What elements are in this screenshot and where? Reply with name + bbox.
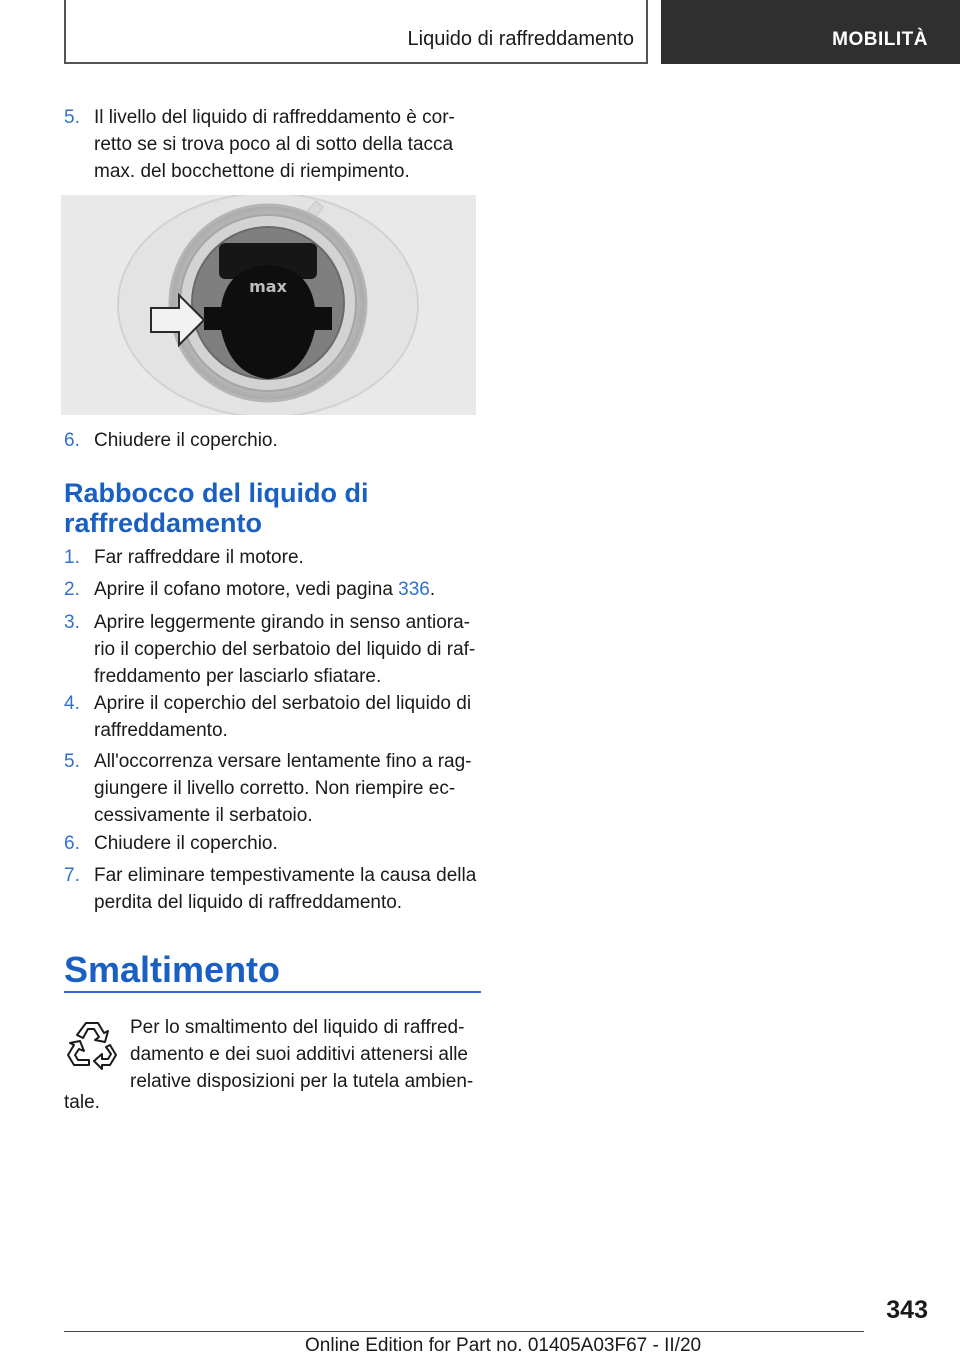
list-item <box>64 576 480 603</box>
step-text: Chiudere il coperchio. <box>94 833 278 854</box>
list-item <box>64 748 480 829</box>
step-text-after: . <box>429 579 436 600</box>
header-title-box <box>64 0 648 64</box>
step-number: 3. <box>64 612 80 633</box>
disposal-note-tail: tale. <box>64 1092 100 1113</box>
cap-max-label: max <box>249 277 287 296</box>
step-text <box>94 576 480 603</box>
disposal-heading: Smaltimento <box>64 949 281 990</box>
list-item <box>64 690 480 744</box>
step-text: Il livello del liquido di raffreddamento è cor- retto se si trova poco al di sotto della tacca max. del bocchettone di riempimento. <box>94 107 455 182</box>
recycle-icon <box>66 1018 118 1070</box>
step-number: 6. <box>64 833 80 854</box>
list-item <box>64 830 480 857</box>
step-text: Far eliminare tempestivamente la causa della perdita del liquido di raffreddamento. <box>94 865 477 913</box>
step-number: 7. <box>64 865 80 886</box>
list-item <box>64 104 480 185</box>
coolant-cap-illustration <box>61 195 476 415</box>
page-number: 343 <box>886 1296 928 1324</box>
step-text: Chiudere il coperchio. <box>94 430 278 451</box>
list-item <box>64 427 480 454</box>
edition-text: Online Edition for Part no. 01405A03F67 - II/20 <box>305 1335 702 1356</box>
page-link[interactable]: 336 <box>398 579 430 600</box>
step-number: 6. <box>64 430 80 451</box>
list-item <box>64 544 480 571</box>
step-text-before: Aprire il cofano motore, vedi pagina <box>94 579 399 600</box>
header-section-tab <box>661 0 960 64</box>
step-number: 2. <box>64 579 80 600</box>
list-item <box>64 609 480 690</box>
chapter-title: Liquido di raffreddamento <box>407 28 634 50</box>
step-number: 1. <box>64 547 80 568</box>
refill-heading: Rabbocco del liquido di raffreddamento <box>64 478 369 538</box>
footer-rule <box>64 1331 864 1332</box>
step-text: All'occorrenza versare lentamente fino a rag- giungere il livello corretto. Non riempire ec- cessivamente il serbatoio. <box>94 751 472 826</box>
disposal-note: Per lo smaltimento del liquido di raffred- damento e dei suoi additivi attenersi alle relative disposizioni per la tutela ambien- <box>130 1017 474 1092</box>
list-item <box>64 862 480 916</box>
step-text: Aprire leggermente girando in senso antiora- rio il coperchio del serbatoio del liquido di raf- freddamento per lasciarlo sfiatare. <box>94 612 476 687</box>
step-text: Far raffreddare il motore. <box>94 547 304 568</box>
step-text: Aprire il coperchio del serbatoio del liquido di raffreddamento. <box>94 693 472 741</box>
step-number: 4. <box>64 693 80 714</box>
step-number: 5. <box>64 107 80 128</box>
heading-rule <box>64 991 481 993</box>
section-label: MOBILITÀ <box>832 29 928 50</box>
coolant-cap-figure <box>61 195 476 415</box>
step-number: 5. <box>64 751 80 772</box>
